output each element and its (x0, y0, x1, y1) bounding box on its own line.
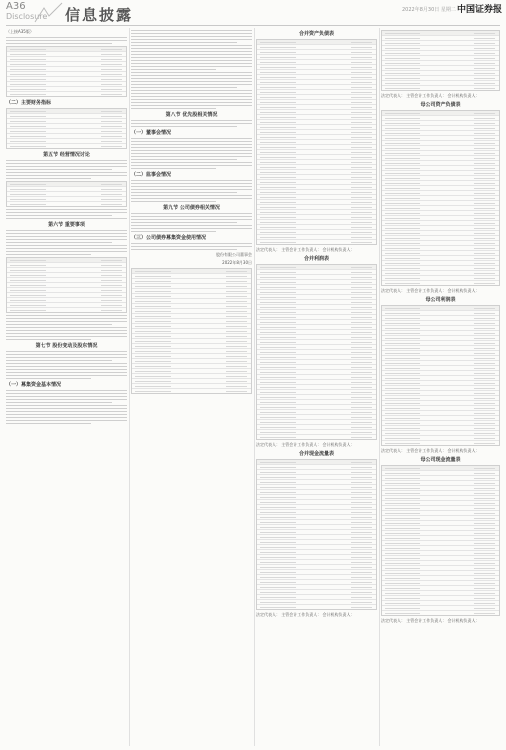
newspaper-logo: 中国证券报 (457, 5, 503, 15)
board-signature-date: 2022年8月30日 (222, 260, 252, 265)
parent-income-table (381, 305, 500, 446)
indicator-table (6, 108, 127, 149)
section-heading: 第九节 公司债券相关情况 (163, 205, 220, 211)
data-table (6, 181, 127, 207)
balance-table (131, 268, 252, 394)
section-heading: 第七节 股份变动及股东情况 (35, 343, 98, 349)
table-title: 母公司利润表 (425, 297, 456, 303)
article-column-1 (6, 28, 127, 746)
section-heading: 第五节 经营情况讨论 (43, 152, 90, 158)
section-heading: 第八节 优先股相关情况 (165, 112, 218, 118)
column-divider (254, 28, 255, 746)
table-title: 母公司资产负债表 (420, 102, 461, 108)
section-heading: （三）公司债券募集资金使用情况 (131, 235, 207, 241)
article-column-4 (381, 28, 500, 746)
board-signature: 股份有限公司董事会 (216, 252, 252, 257)
table-title: 合并资产负债表 (298, 31, 334, 37)
signatory-line: 法定代表人： 主管会计工作负责人： 会计机构负责人： (256, 247, 355, 252)
section-title: 信息披露 (65, 6, 134, 24)
section-heading: 第六节 重要事项 (48, 222, 85, 228)
parent-cash-flow-table (381, 465, 500, 616)
parent-balance-sheet-table (381, 110, 500, 286)
table-title: 合并利润表 (303, 256, 329, 262)
page-section-english: Disclosure (6, 12, 48, 21)
signatory-line: 法定代表人： 主管会计工作负责人： 会计机构负责人： (381, 288, 480, 293)
signatory-line: 法定代表人： 主管会计工作负责人： 会计机构负责人： (256, 612, 355, 617)
signatory-line: 法定代表人： 主管会计工作负责人： 会计机构负责人： (256, 442, 355, 447)
continued-table (381, 30, 500, 91)
financial-table (6, 46, 127, 97)
section-heading: （一）募集资金基本情况 (6, 382, 62, 388)
section-heading: （一）董事会情况 (131, 130, 172, 136)
continuation-label: （上接A35版） (6, 29, 34, 34)
issue-date: 2022年8月30日 星期二 (402, 7, 456, 13)
income-statement-table (256, 264, 377, 440)
data-table (6, 257, 127, 313)
section-heading: （二）监事会情况 (131, 172, 172, 178)
article-column-3 (256, 28, 377, 746)
cash-flow-table (256, 459, 377, 610)
page-code: A36 (6, 1, 26, 12)
column-divider (129, 28, 130, 746)
masthead (0, 0, 506, 26)
table-title: 母公司现金流量表 (420, 457, 461, 463)
signatory-line: 法定代表人： 主管会计工作负责人： 会计机构负责人： (381, 618, 480, 623)
decorative-stroke-icon (34, 2, 64, 24)
article-column-2 (131, 28, 252, 746)
balance-sheet-table (256, 39, 377, 245)
header-divider (6, 25, 500, 26)
table-title: 合并现金流量表 (298, 451, 334, 457)
section-heading: （二）主要财务指标 (6, 100, 52, 106)
column-divider (379, 28, 380, 746)
signatory-line: 法定代表人： 主管会计工作负责人： 会计机构负责人： (381, 448, 480, 453)
signatory-line: 法定代表人： 主管会计工作负责人： 会计机构负责人： (381, 93, 480, 98)
